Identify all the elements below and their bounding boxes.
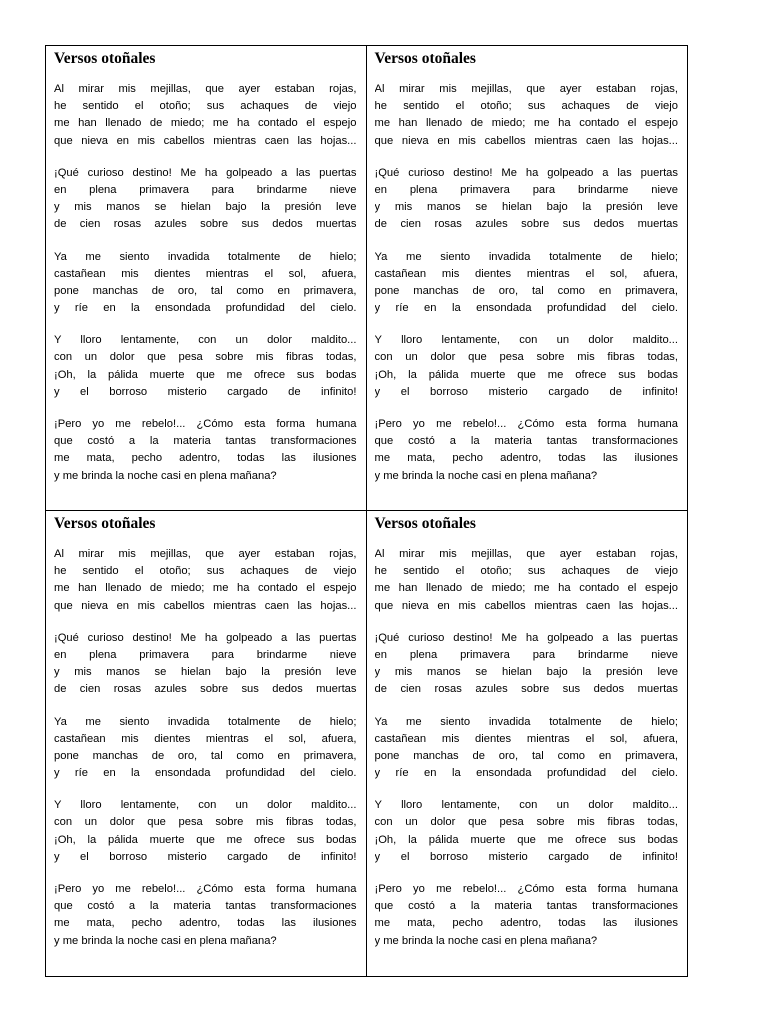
- poem-line: ¡Oh, la pálida muerte que me ofrece sus bodas: [374, 833, 678, 846]
- poem-title: Versos otoñales: [374, 50, 476, 67]
- poem-line: Ya me siento invadida totalmente de hielo;: [374, 715, 678, 728]
- poem-line: Al mirar mis mejillas, que ayer estaban rojas,: [54, 83, 357, 95]
- poem-stanza: [54, 630, 357, 699]
- poem-line: y mis manos se hielan bajo la presión leve: [54, 201, 357, 214]
- poem-stanza: [375, 630, 679, 699]
- poem-line: y el borroso misterio cargado de infinito!: [54, 850, 357, 863]
- poem-line: y el borroso misterio cargado de infinito!: [374, 385, 678, 398]
- poem-line: que costó a la materia tantas transformaciones: [374, 900, 678, 913]
- poem-line: y me brinda la noche casi en plena mañana?: [54, 469, 277, 482]
- poem-stanza: [54, 881, 357, 950]
- poem-line: que nieva en mis cabellos mientras caen las hojas...: [54, 134, 357, 147]
- poem-line: que nieva en mis cabellos mientras caen las hojas...: [54, 599, 357, 612]
- poem-line: castañean mis dientes mientras el sol, afuera,: [374, 267, 678, 280]
- poem-cell: [367, 46, 688, 511]
- poem-cell: [46, 511, 367, 976]
- poem-line: en plena primavera para brindarme nieve: [374, 648, 678, 661]
- poem-line: castañean mis dientes mientras el sol, afuera,: [374, 732, 678, 745]
- poem-stanza: [54, 714, 357, 783]
- poem-line: ¡Qué curioso destino! Me ha golpeado a las puertas: [374, 166, 678, 179]
- poem-cell: [46, 46, 367, 511]
- poem-line: en plena primavera para brindarme nieve: [54, 648, 357, 661]
- poem-line: pone manchas de oro, tal como en primavera,: [54, 749, 357, 762]
- poem-line: me han llenado de miedo; me ha contado el espejo: [374, 117, 678, 130]
- poem-line: Al mirar mis mejillas, que ayer estaban rojas,: [374, 83, 678, 95]
- poem-stanza: [375, 416, 679, 485]
- poem-line: castañean mis dientes mientras el sol, afuera,: [54, 267, 357, 280]
- poem-line: ¡Qué curioso destino! Me ha golpeado a las puertas: [374, 631, 678, 644]
- poem-stanza: [375, 81, 679, 150]
- poem-line: he sentido el otoño; sus achaques de viejo: [54, 565, 357, 578]
- poem-stanza: [375, 249, 679, 318]
- poem-line: y el borroso misterio cargado de infinito!: [374, 850, 678, 863]
- poem-line: Y lloro lentamente, con un dolor maldito...: [374, 334, 678, 347]
- poem-line: me han llenado de miedo; me ha contado el espejo: [374, 582, 678, 595]
- poem-line: que costó a la materia tantas transformaciones: [54, 900, 357, 913]
- poem-line: y ríe en la ensondada profundidad del cielo.: [54, 767, 357, 780]
- poem-line: me mata, pecho adentro, todas las ilusiones: [54, 452, 357, 465]
- poem-line: ¡Oh, la pálida muerte que me ofrece sus bodas: [374, 368, 678, 381]
- poem-line: me mata, pecho adentro, todas las ilusiones: [54, 917, 357, 930]
- poem-line: con un dolor que pesa sobre mis fibras todas,: [374, 351, 678, 364]
- poem-line: en plena primavera para brindarme nieve: [374, 183, 678, 196]
- poem-line: y mis manos se hielan bajo la presión leve: [54, 666, 357, 679]
- poem-line: que nieva en mis cabellos mientras caen las hojas...: [374, 134, 678, 147]
- poem-line: y el borroso misterio cargado de infinito!: [54, 385, 357, 398]
- poem-stanza: [375, 714, 679, 783]
- poem-line: con un dolor que pesa sobre mis fibras todas,: [374, 816, 678, 829]
- poem-stanza: [54, 416, 357, 485]
- poem-line: y me brinda la noche casi en plena mañana?: [374, 469, 598, 482]
- poem-title: Versos otoñales: [374, 515, 476, 532]
- poem-sheet: [45, 45, 688, 977]
- poem-stanza: [375, 546, 679, 615]
- poem-line: y me brinda la noche casi en plena mañana?: [374, 934, 598, 947]
- poem-stanza: [54, 165, 357, 234]
- poem-line: he sentido el otoño; sus achaques de viejo: [374, 565, 678, 578]
- poem-line: me han llenado de miedo; me ha contado el espejo: [54, 582, 357, 595]
- poem-line: ¡Pero yo me rebelo!... ¿Cómo esta forma humana: [54, 883, 357, 895]
- poem-stanza: [54, 81, 357, 150]
- poem-line: Ya me siento invadida totalmente de hielo;: [54, 250, 357, 263]
- poem-line: de cien rosas azules sobre sus dedos muertas: [54, 683, 357, 696]
- poem-line: con un dolor que pesa sobre mis fibras todas,: [54, 351, 357, 364]
- poem-line: ¡Oh, la pálida muerte que me ofrece sus bodas: [54, 833, 357, 846]
- poem-line: ¡Oh, la pálida muerte que me ofrece sus bodas: [54, 368, 357, 381]
- poem-stanza: [54, 546, 357, 615]
- poem-cell: [367, 511, 688, 976]
- poem-line: con un dolor que pesa sobre mis fibras todas,: [54, 816, 357, 829]
- poem-stanza: [54, 797, 357, 866]
- poem-line: de cien rosas azules sobre sus dedos muertas: [54, 218, 357, 231]
- poem-stanza: [375, 165, 679, 234]
- poem-line: pone manchas de oro, tal como en primavera,: [374, 749, 678, 762]
- poem-stanza: [375, 797, 679, 866]
- poem-line: Al mirar mis mejillas, que ayer estaban rojas,: [374, 548, 678, 560]
- poem-stanza: [54, 332, 357, 401]
- poem-title: Versos otoñales: [54, 50, 156, 67]
- poem-line: y ríe en la ensondada profundidad del cielo.: [374, 302, 678, 315]
- poem-line: que costó a la materia tantas transformaciones: [374, 435, 678, 448]
- poem-line: Ya me siento invadida totalmente de hielo;: [374, 250, 678, 263]
- poem-line: Y lloro lentamente, con un dolor maldito...: [54, 799, 357, 812]
- poem-line: pone manchas de oro, tal como en primavera,: [54, 284, 357, 297]
- poem-line: ¡Pero yo me rebelo!... ¿Cómo esta forma humana: [54, 418, 357, 430]
- poem-line: y me brinda la noche casi en plena mañana?: [54, 934, 277, 947]
- poem-line: castañean mis dientes mientras el sol, afuera,: [54, 732, 357, 745]
- poem-line: me han llenado de miedo; me ha contado el espejo: [54, 117, 357, 130]
- poem-line: Al mirar mis mejillas, que ayer estaban rojas,: [54, 548, 357, 560]
- poem-line: me mata, pecho adentro, todas las ilusiones: [374, 917, 678, 930]
- poem-line: y ríe en la ensondada profundidad del cielo.: [374, 767, 678, 780]
- poem-line: Ya me siento invadida totalmente de hielo;: [54, 715, 357, 728]
- poem-line: me mata, pecho adentro, todas las ilusiones: [374, 452, 678, 465]
- poem-line: en plena primavera para brindarme nieve: [54, 183, 357, 196]
- poem-stanza: [375, 881, 679, 950]
- poem-title: Versos otoñales: [54, 515, 156, 532]
- poem-line: que costó a la materia tantas transformaciones: [54, 435, 357, 448]
- poem-line: de cien rosas azules sobre sus dedos muertas: [374, 683, 678, 696]
- poem-stanza: [375, 332, 679, 401]
- poem-line: Y lloro lentamente, con un dolor maldito...: [54, 334, 357, 347]
- poem-line: y ríe en la ensondada profundidad del cielo.: [54, 302, 357, 315]
- poem-line: y mis manos se hielan bajo la presión leve: [374, 666, 678, 679]
- poem-line: que nieva en mis cabellos mientras caen las hojas...: [374, 599, 678, 612]
- poem-line: ¡Qué curioso destino! Me ha golpeado a las puertas: [54, 166, 357, 179]
- poem-line: Y lloro lentamente, con un dolor maldito...: [374, 799, 678, 812]
- poem-line: pone manchas de oro, tal como en primavera,: [374, 284, 678, 297]
- poem-line: ¡Pero yo me rebelo!... ¿Cómo esta forma humana: [374, 883, 678, 895]
- poem-line: ¡Qué curioso destino! Me ha golpeado a las puertas: [54, 631, 357, 644]
- poem-line: de cien rosas azules sobre sus dedos muertas: [374, 218, 678, 231]
- poem-line: he sentido el otoño; sus achaques de viejo: [54, 100, 357, 113]
- poem-line: y mis manos se hielan bajo la presión leve: [374, 201, 678, 214]
- poem-line: ¡Pero yo me rebelo!... ¿Cómo esta forma humana: [374, 418, 678, 430]
- poem-line: he sentido el otoño; sus achaques de viejo: [374, 100, 678, 113]
- poem-stanza: [54, 249, 357, 318]
